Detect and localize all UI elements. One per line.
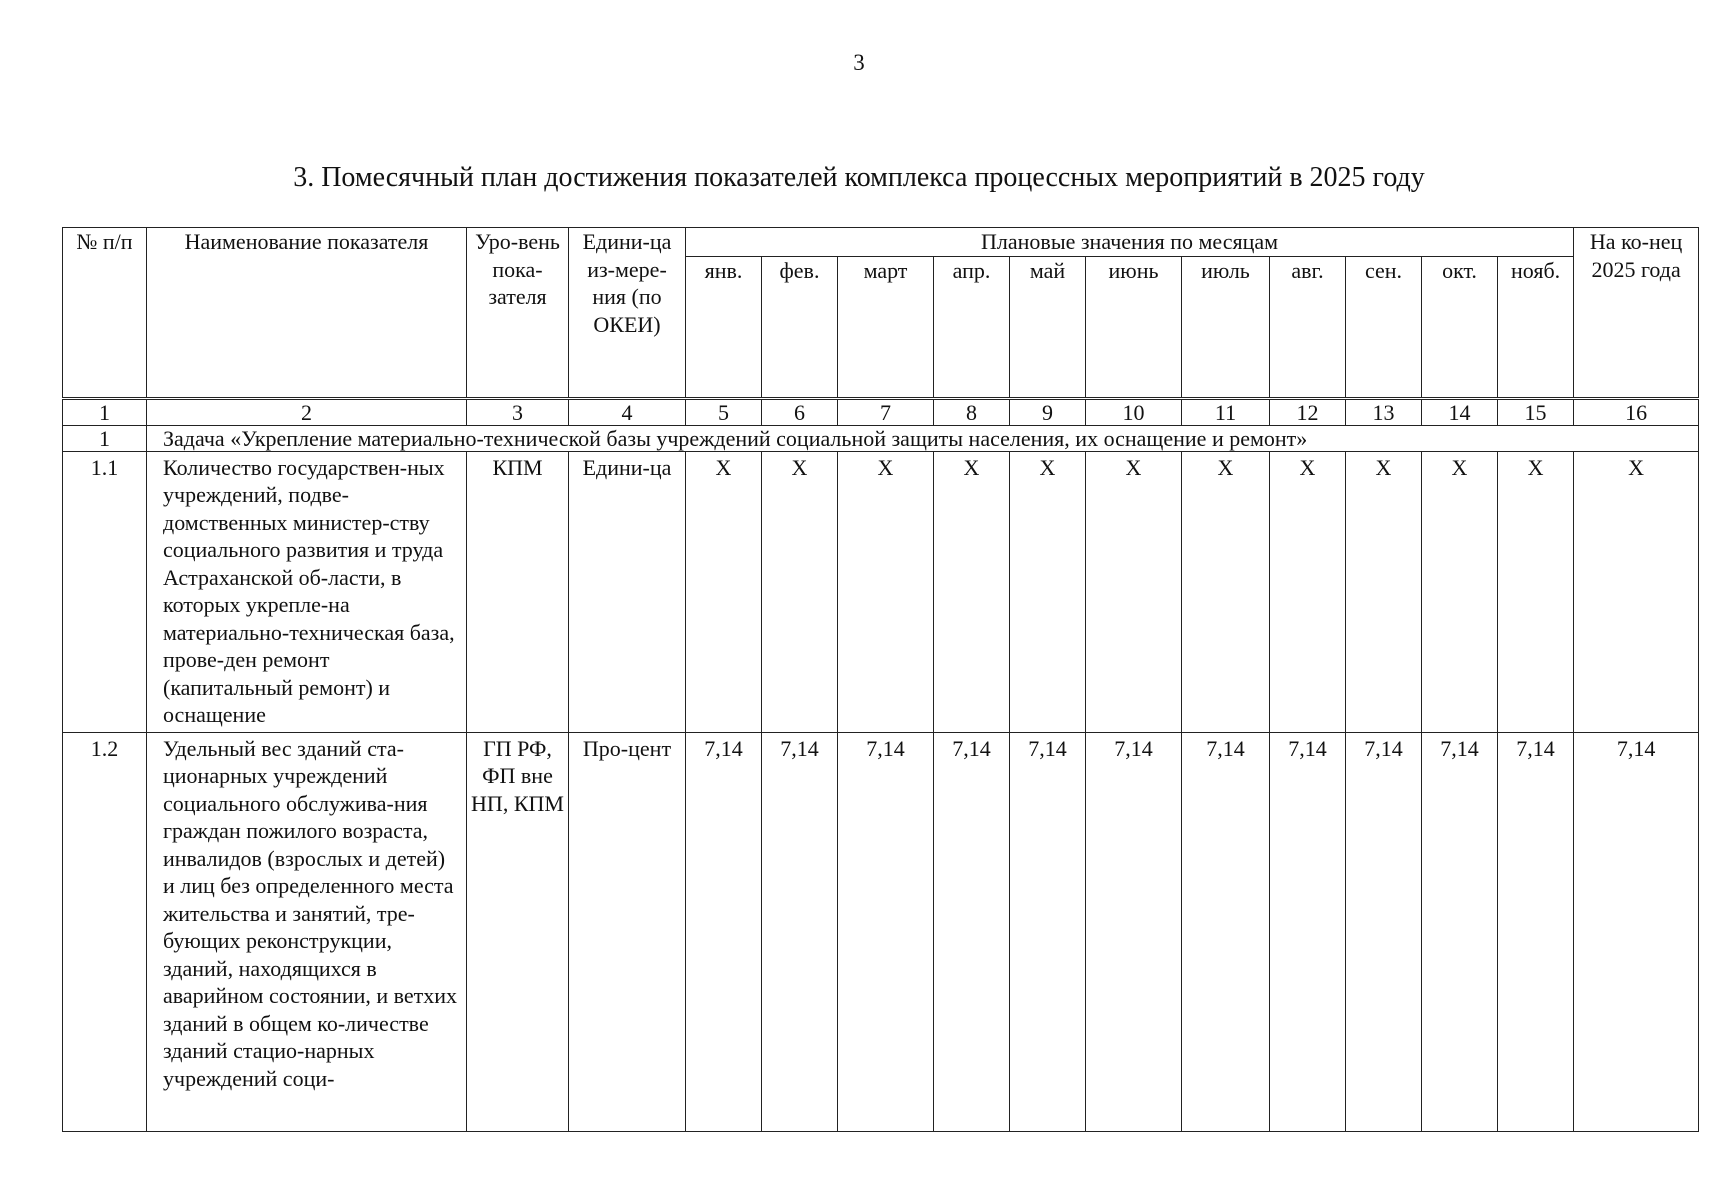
indicator-name: Количество государствен-ных учреждений, подве-домственных министер-ству социального развития и труда Астраханской об-ласти, в которых укрепле-на материально-техническая база, прове-ден ремонт (капитальный ремонт) и оснащение	[147, 451, 467, 732]
month-header: май	[1010, 256, 1086, 398]
month-value: Х	[838, 451, 934, 732]
indicator-unit: Едини-ца	[569, 451, 686, 732]
month-value: 7,14	[762, 732, 838, 1131]
month-value: Х	[1010, 451, 1086, 732]
page-number: 3	[853, 50, 865, 75]
month-value: 7,14	[934, 732, 1010, 1131]
month-value: Х	[762, 451, 838, 732]
month-header: янв.	[686, 256, 762, 398]
table-row	[63, 451, 1699, 732]
month-header: март	[838, 256, 934, 398]
month-value: 7,14	[838, 732, 934, 1131]
month-header: окт.	[1422, 256, 1498, 398]
month-header: авг.	[1270, 256, 1346, 398]
month-value: 7,14	[686, 732, 762, 1131]
month-value: 7,14	[1270, 732, 1346, 1131]
header-planned-values: Плановые значения по месяцам	[686, 228, 1574, 257]
month-header: июль	[1182, 256, 1270, 398]
document-title: 3. Помесячный план достижения показателей комплекса процессных мероприятий в 2025 году	[293, 162, 1425, 193]
end-of-year-value: 7,14	[1574, 732, 1699, 1131]
column-number: 5	[686, 398, 762, 425]
table-row	[63, 732, 1699, 1131]
column-number: 16	[1574, 398, 1699, 425]
column-number: 2	[147, 398, 467, 425]
month-value: 7,14	[1422, 732, 1498, 1131]
month-header: фев.	[762, 256, 838, 398]
month-value: 7,14	[1182, 732, 1270, 1131]
month-value: Х	[1086, 451, 1182, 732]
column-number: 10	[1086, 398, 1182, 425]
indicator-level: ГП РФ, ФП вне НП, КПМ	[467, 732, 569, 1131]
column-number: 9	[1010, 398, 1086, 425]
monthly-plan-table	[62, 227, 1699, 1132]
header-end-of-year: На ко-нец 2025 года	[1574, 228, 1699, 399]
month-value: 7,14	[1010, 732, 1086, 1131]
column-number: 14	[1422, 398, 1498, 425]
task-text: Задача «Укрепление материально-технической базы учреждений социальной защиты населения, их оснащение и ремонт»	[147, 425, 1699, 451]
column-number: 13	[1346, 398, 1422, 425]
month-header: нояб.	[1498, 256, 1574, 398]
column-number: 4	[569, 398, 686, 425]
end-of-year-value: Х	[1574, 451, 1699, 732]
column-number: 8	[934, 398, 1010, 425]
month-value: 7,14	[1086, 732, 1182, 1131]
column-number: 7	[838, 398, 934, 425]
column-number: 11	[1182, 398, 1270, 425]
column-number-row	[63, 398, 1699, 425]
month-value: Х	[934, 451, 1010, 732]
header-number: № п/п	[63, 228, 147, 399]
header-unit: Едини-ца из-мере-ния (по ОКЕИ)	[569, 228, 686, 399]
month-header: июнь	[1086, 256, 1182, 398]
indicator-level: КПМ	[467, 451, 569, 732]
header-indicator-level: Уро-вень пока-зателя	[467, 228, 569, 399]
column-number: 12	[1270, 398, 1346, 425]
indicator-unit: Про-цент	[569, 732, 686, 1131]
indicator-name: Удельный вес зданий ста-ционарных учреждений социального обслужива-ния граждан пожилого возраста, инвалидов (взрослых и детей) и лиц без определенного места жительства и занятий, тре-бующих реконструкции, зданий, находящихся в аварийном состоянии, и ветхих зданий в общем ко-личестве зданий стацио-нарных учреждений соци-	[147, 732, 467, 1131]
month-value: Х	[1270, 451, 1346, 732]
column-number: 3	[467, 398, 569, 425]
column-number: 1	[63, 398, 147, 425]
header-indicator-name: Наименование показателя	[147, 228, 467, 399]
column-number: 15	[1498, 398, 1574, 425]
month-value: Х	[1422, 451, 1498, 732]
month-value: Х	[1182, 451, 1270, 732]
row-number: 1.2	[63, 732, 147, 1131]
month-header: сен.	[1346, 256, 1422, 398]
header-row	[63, 228, 1699, 257]
month-value: Х	[1498, 451, 1574, 732]
month-value: 7,14	[1498, 732, 1574, 1131]
task-number: 1	[63, 425, 147, 451]
row-number: 1.1	[63, 451, 147, 732]
task-row	[63, 425, 1699, 451]
month-value: Х	[686, 451, 762, 732]
month-value: Х	[1346, 451, 1422, 732]
month-header: апр.	[934, 256, 1010, 398]
column-number: 6	[762, 398, 838, 425]
month-value: 7,14	[1346, 732, 1422, 1131]
